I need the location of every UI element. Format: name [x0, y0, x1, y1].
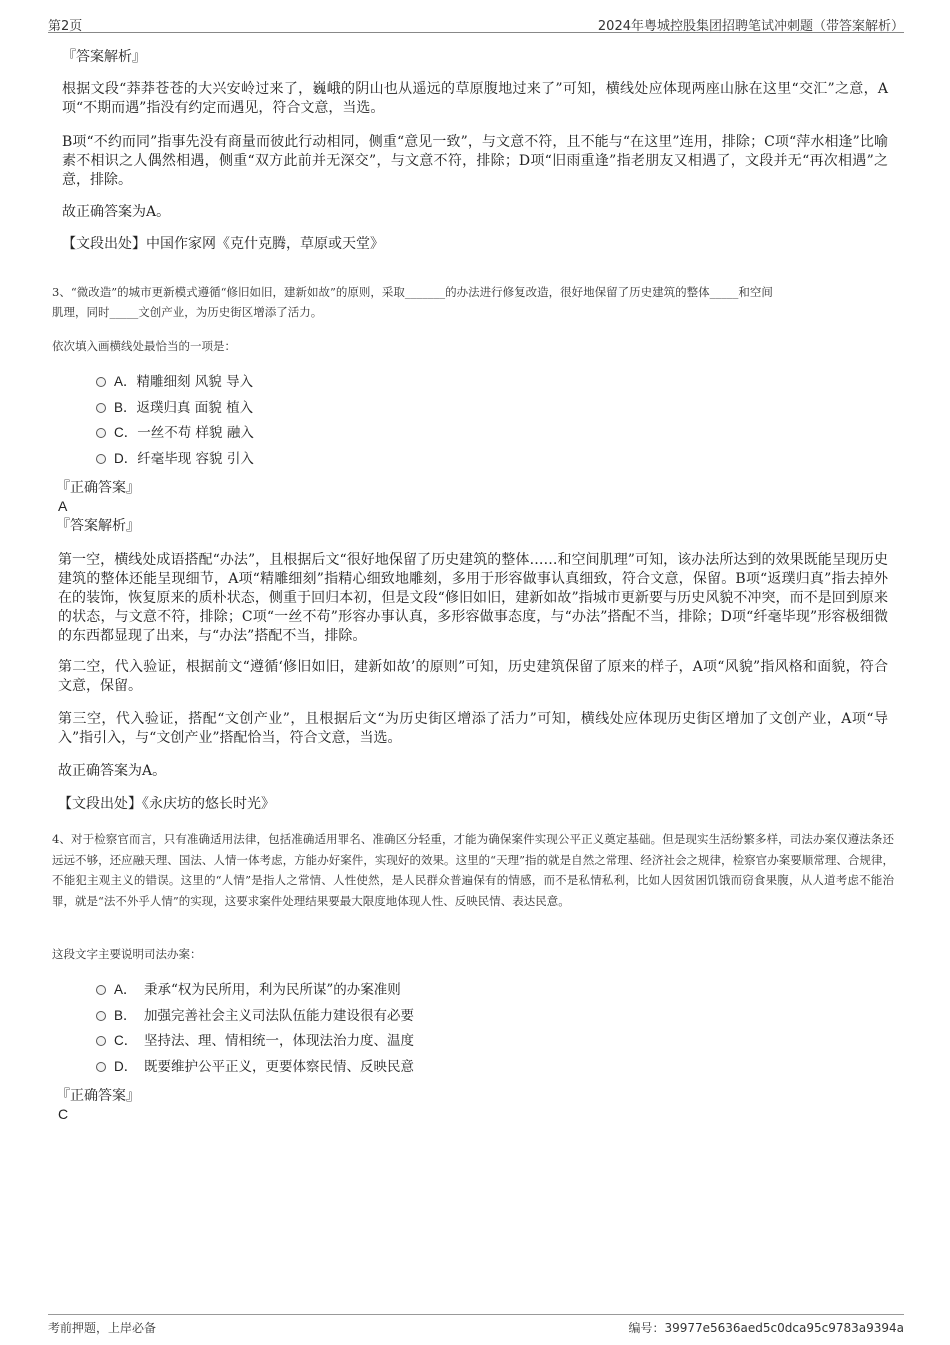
- q4-prompt: 这段文字主要说明司法办案：: [52, 947, 202, 961]
- q2-analysis-p2: B项“不约而同”指事先没有商量而彼此行动相同，侧重“意见一致”，与文意不符，且不能与“在这里”连用，排除；C项“萍水相逢”比喻素不相识之人偶然相遇，侧重“双方此前并无深交”，与文意不符，排除；D项“旧雨重逢”指老朋友又相遇了，文段并无“再次相遇”之意，排除。: [62, 134, 888, 188]
- q3-prompt: 依次填入画横线处最恰当的一项是：: [52, 339, 236, 353]
- q3-conclusion: 故正确答案为A。: [58, 763, 167, 779]
- q3-analysis-p1: 第一空，横线处成语搭配“办法”，且根据后文“很好地保留了历史建筑的整体……和空间肌理”可知，该办法所达到的效果既能呈现历史建筑的整体还能呈现细节，A项“精雕细刻”指精心细致地雕刻，多用于形容做事认真细致，符合文意，保留。B项“返璞归真”指去掉外在的装饰，恢复原来的质朴状态，侧重于回归本初，但是文段“修旧如旧，建新如故”指城市更新要与历史风貌不冲突，而不是回到原来的状态，与文意不符，排除；C项“一丝不苟”形容办事认真，多形容做事态度，与“办法”搭配不当，排除；D项“纤毫毕现”形容极细微的东西都显现了出来，与“办法”搭配不当，排除。: [58, 552, 888, 644]
- q3-correct-answer: A: [58, 498, 68, 514]
- document-code: 编号：39977e5636aed5c0dca95c9783a9394a: [628, 1321, 904, 1335]
- q4-correct-label: 『正确答案』: [56, 1088, 140, 1104]
- q4-option-a[interactable]: A． 秉承“权为民所用，利为民所谋”的办案准则: [96, 980, 401, 1000]
- q3-analysis-p2: 第二空，代入验证，根据前文“遵循‘修旧如旧，建新如故’的原则”可知，历史建筑保留了原来的样子，A项“风貌”指风格和面貌，符合文意，保留。: [58, 659, 888, 694]
- q2-source: 【文段出处】中国作家网《克什克腾，草原或天堂》: [62, 236, 384, 252]
- q4-option-d[interactable]: D． 既要维护公平正义，更要体察民情、反映民意: [96, 1057, 414, 1077]
- q3-option-c[interactable]: C．一丝不苟 样貌 融入: [96, 423, 254, 443]
- q3-option-b[interactable]: B．返璞归真 面貌 植入: [96, 398, 253, 418]
- radio-icon[interactable]: [96, 1036, 106, 1046]
- q3-source: 【文段出处】《永庆坊的悠长时光》: [58, 796, 275, 812]
- radio-icon[interactable]: [96, 428, 106, 438]
- radio-icon[interactable]: [96, 1011, 106, 1021]
- q2-analysis-label: 『答案解析』: [62, 49, 146, 65]
- q3-option-a[interactable]: A．精雕细刻 风貌 导入: [96, 372, 253, 392]
- radio-icon[interactable]: [96, 1062, 106, 1072]
- footer-slogan: 考前押题，上岸必备: [48, 1321, 157, 1335]
- page-header: [48, 12, 904, 33]
- radio-icon[interactable]: [96, 454, 106, 464]
- q3-correct-label: 『正确答案』: [56, 480, 140, 496]
- q4-stem: 4、对于检察官而言，只有准确适用法律，包括准确适用罪名、准确区分轻重，才能为确保案件实现公平正义奠定基础。但是现实生活纷繁多样，司法办案仅遵法条还远远不够，还应融天理、国法、人情一体考虑，方能办好案件，实现好的效果。这里的“天理”指的就是自然之常理、经济社会之规律，检察官办案要顺常理、合规律，不能犯主观主义的错误。这里的“人情”是指人之常情、人性使然，是人民群众普遍保有的情感，而不是私情私利，比如人因贫困饥饿而窃食果腹，从人道考虑不能治罪，就是“法不外乎人情”的实现，这要求案件处理结果要最大限度地体现人性、反映民情、表达民意。: [52, 832, 894, 908]
- radio-icon[interactable]: [96, 985, 106, 995]
- radio-icon[interactable]: [96, 403, 106, 413]
- q4-option-c[interactable]: C． 坚持法、理、情相统一，体现法治力度、温度: [96, 1031, 414, 1051]
- q3-stem-line2: 肌理，同时_____文创产业，为历史街区增添了活力。: [52, 305, 323, 319]
- q4-correct-answer: C: [58, 1106, 69, 1122]
- page-number: 第2页: [48, 19, 83, 34]
- q3-analysis-p3: 第三空，代入验证，搭配“文创产业”，且根据后文“为历史街区增添了活力”可知，横线处应体现历史街区增加了文创产业，A项“导入”指引入，与“文创产业”搭配恰当，符合文意，当选。: [58, 711, 888, 746]
- q4-option-b[interactable]: B． 加强完善社会主义司法队伍能力建设很有必要: [96, 1006, 414, 1026]
- document-title: 2024年粤城控股集团招聘笔试冲刺题（带答案解析）: [597, 19, 904, 34]
- q2-analysis-p1: 根据文段“莽莽苍苍的大兴安岭过来了，巍峨的阴山也从遥远的草原腹地过来了”可知，横线处应体现两座山脉在这里“交汇”之意，A项“不期而遇”指没有约定而遇见，符合文意，当选。: [62, 81, 888, 116]
- radio-icon[interactable]: [96, 377, 106, 387]
- q3-stem-line1: 3、“微改造”的城市更新模式遵循“修旧如旧，建新如故”的原则，采取_______的办法进行修复改造，很好地保留了历史建筑的整体_____和空间: [52, 285, 773, 299]
- q2-conclusion: 故正确答案为A。: [62, 204, 171, 220]
- q3-analysis-label: 『答案解析』: [56, 518, 140, 534]
- q3-option-d[interactable]: D．纤毫毕现 容貌 引入: [96, 449, 254, 469]
- page-footer: [48, 1314, 904, 1335]
